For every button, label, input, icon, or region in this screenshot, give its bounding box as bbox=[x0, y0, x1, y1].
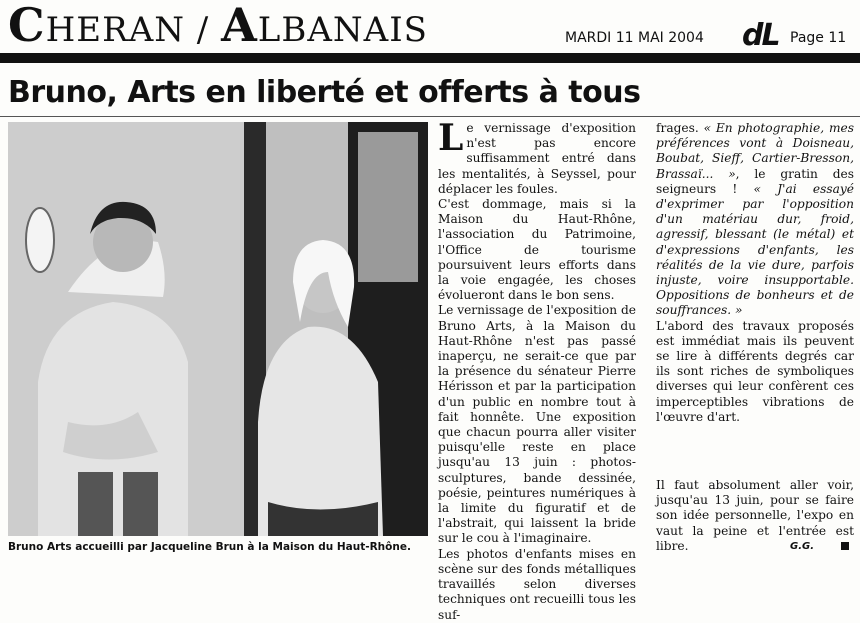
photo-illustration bbox=[8, 122, 428, 536]
newspaper-logo: dL bbox=[742, 18, 779, 53]
paragraph-5-mid: , le gratin des seigneurs ! bbox=[656, 166, 854, 196]
end-mark bbox=[841, 542, 849, 550]
paragraph-3: Le vernissage de l'exposition de Bruno Arts, à la Maison du Haut-Rhône n'est pas passé inaperçu, ne serait-ce que par la présence du sénateur Pierre Hérisson et par la participation d'un public en nombre tout à fait honnête. Une exposition que chacun pourra aller visiter puisqu'elle reste en place jusqu'au 13 juin : photos-sculptures, bande dessinée, poésie, peintures numériques à la limite du figuratif et de l'abstrait, qui laissent la bride sur le cou à l'imaginaire. bbox=[438, 303, 636, 546]
drop-cap: L bbox=[438, 117, 464, 159]
quote-photographers: « En photographie, mes préférences vont à Doisneau, Boubat, Sieff, Cartier-Bresson, Brassaï... » bbox=[656, 121, 854, 181]
paragraph-2: C'est dommage, mais si la Maison du Haut-Rhône, l'association du Patrimoine, l'Office de tourisme poursuivent leurs efforts dans la voie engagée, les choses évolueront dans le bon sens. bbox=[438, 197, 636, 303]
paragraph-5 bbox=[656, 121, 854, 319]
paragraph-1 bbox=[438, 117, 636, 197]
issue-date: MARDI 11 MAI 2004 bbox=[565, 30, 704, 46]
article-photo bbox=[8, 122, 428, 536]
masthead bbox=[0, 0, 860, 52]
page-number: Page 11 bbox=[790, 30, 847, 46]
paragraph-7: Il faut absolument aller voir, jusqu'au 13 juin, pour se faire son idée personnelle, l'expo en vaut la peine et l'entrée est libre. bbox=[656, 478, 854, 553]
section-title: CHERAN / ALBANAIS bbox=[8, 0, 428, 52]
article-column-2 bbox=[656, 121, 854, 425]
paragraph-4: Les photos d'enfants mises en scène sur des fonds métalliques travaillés selon diverses techniques ont recueilli tous les suf- bbox=[438, 546, 636, 622]
article-column-1 bbox=[438, 117, 636, 623]
article-headline: Bruno, Arts en liberté et offerts à tous bbox=[8, 75, 641, 110]
quote-artist: « J'ai essayé d'exprimer par l'opposition d'un matériau dur, froid, agressif, blessant (le métal) et d'expressions d'enfants, les réalités de la vie dure, parfois injuste, voire insupportable. Oppositions de bonheurs et de souffrances. » bbox=[656, 181, 854, 318]
paragraph-1-text: e vernissage d'exposition n'est pas encore suffisamment entré dans les mentalités, à Seyssel, pour déplacer les foules. bbox=[438, 121, 636, 196]
headline-rule bbox=[0, 116, 860, 117]
photo-caption: Bruno Arts accueilli par Jacqueline Brun à la Maison du Haut-Rhône. bbox=[8, 541, 411, 553]
masthead-rule bbox=[0, 53, 860, 63]
paragraph-6: L'abord des travaux proposés est immédiat mais ils peuvent se lire à différents degrés car ils sont riches de symboliques diverses qui leur confèrent ces imperceptibles vibrations de l'œuvre d'art. bbox=[656, 318, 854, 424]
paragraph-5-start: frages. bbox=[656, 121, 704, 135]
author-signature: G.G. bbox=[790, 541, 815, 552]
